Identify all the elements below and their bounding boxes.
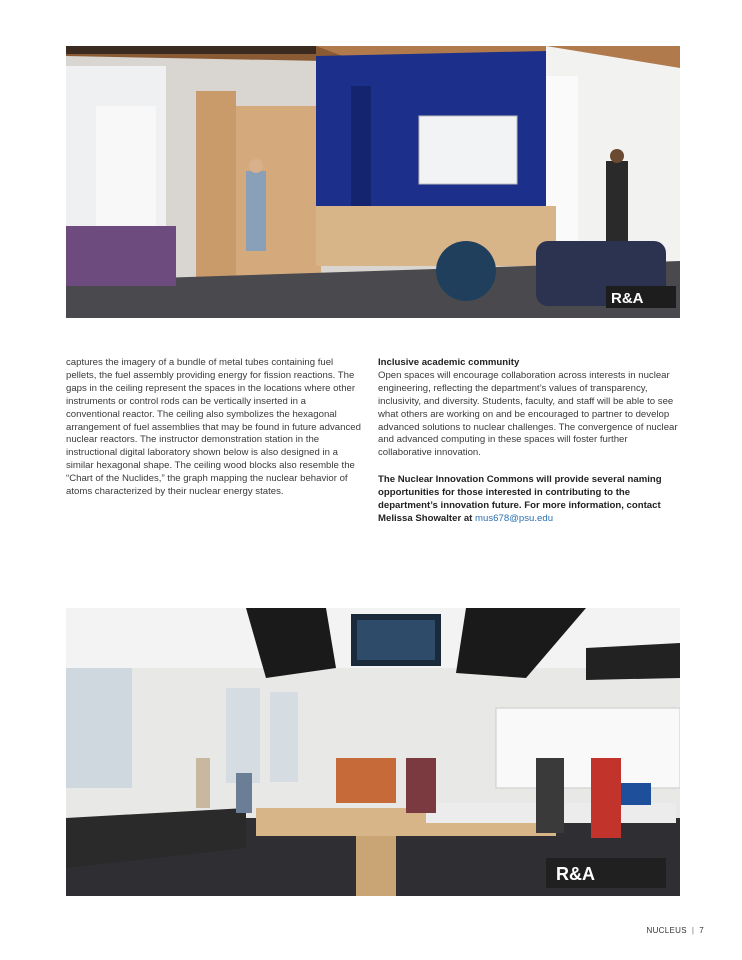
page-footer xyxy=(647,926,704,935)
right-column-body: Open spaces will encourage collaboration across interests in nuclear engineering, reflecting the department’s values of transparency, inclusivity, and diversity. Students, faculty, and staff will be able to see what others are working on and be encouraged to partner to develop advanced solutions to nuclear challenges. The convergence of nuclear and advanced computing in these spaces will foster further collaborative innovation. xyxy=(378,369,678,459)
footer-divider: | xyxy=(691,926,695,935)
call-to-action xyxy=(378,474,680,526)
bottom-photo-logo: R&A xyxy=(556,864,595,884)
page-number: 7 xyxy=(699,926,704,935)
contact-email-link[interactable]: mus678@psu.edu xyxy=(475,512,554,524)
right-column xyxy=(378,357,680,526)
top-photo-logo: R&A xyxy=(611,290,644,307)
top-rendering-image xyxy=(66,46,680,318)
section-heading: Inclusive academic community xyxy=(378,357,520,368)
left-column xyxy=(66,357,361,499)
left-column-body: captures the imagery of a bundle of metal tubes containing fuel pellets, the fuel assembly providing energy for fission reactions. The gaps in the ceiling represent the spaces in the locations where other instruments or control rods can be vertically inserted in a conventional reactor. The ceiling also symbolizes the hexagonal arrangement of fuel assemblies that may be found in future advanced nuclear reactors. The instructor demonstration station in the instructional digital laboratory shown below is also designed in a similar hexagonal shape. The ceiling wood blocks also resemble the “Chart of the Nuclides,” the graph mapping the nuclear behavior of atoms characterized by their nuclear energy states. xyxy=(66,357,361,498)
publication-name: NUCLEUS xyxy=(646,926,687,935)
cta-text: The Nuclear Innovation Commons will provide several naming opportunities for those interested in contributing to the department’s innovation future. For more information, contact Melissa Showalter at xyxy=(378,474,662,524)
bottom-rendering-image xyxy=(66,608,680,896)
